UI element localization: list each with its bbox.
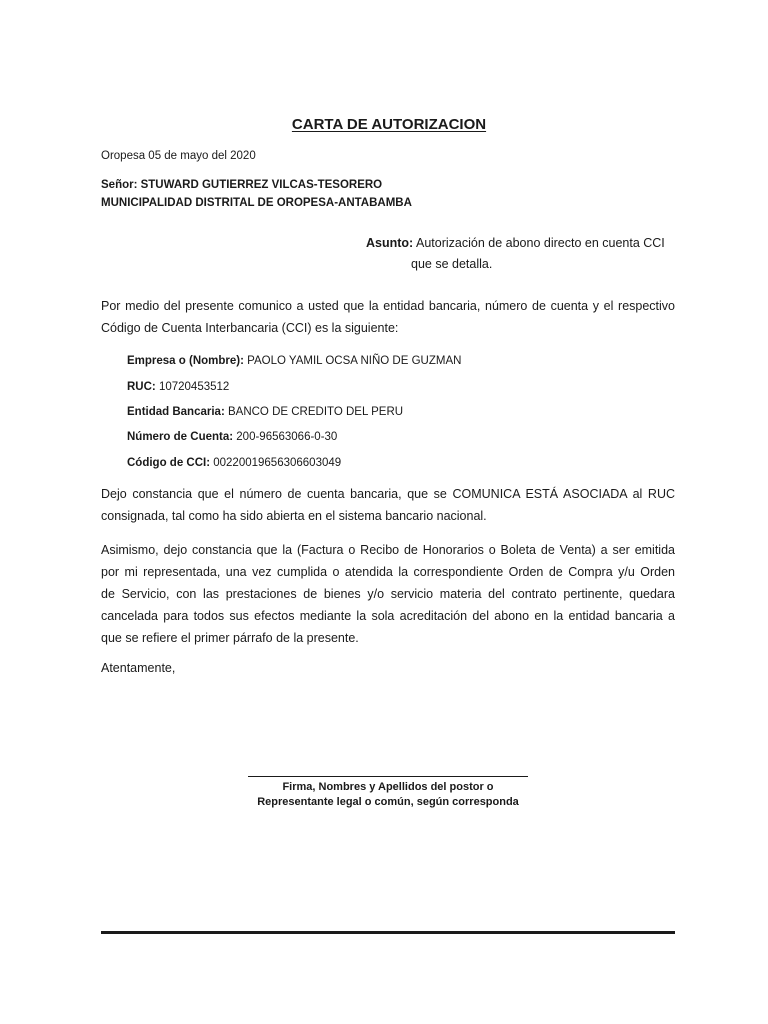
closing: Atentamente, [101, 661, 176, 675]
addressee-line-1: Señor: STUWARD GUTIERREZ VILCAS-TESORERO [101, 179, 383, 191]
constancia-paragraph [101, 483, 675, 527]
field-value: PAOLO YAMIL OCSA NIÑO DE GUZMAN [247, 355, 462, 367]
field-entidad-bancaria [127, 406, 403, 418]
field-label: Entidad Bancaria: [127, 406, 225, 418]
intro-line: Código de Cuenta Interbancaria (CCI) es la siguiente: [101, 321, 399, 335]
signature-line [248, 776, 528, 777]
field-label: Número de Cuenta: [127, 431, 234, 443]
asimismo-line: Asimismo, dejo constancia que la (Factura o Recibo de Honorarios o Boleta de Venta) a ser emitida [101, 543, 675, 557]
field-value: 00220019656306603049 [213, 457, 342, 469]
asimismo-line: de Servicio, con las prestaciones de bienes y/o servicio materia del contrato pertinente, quedara [101, 587, 675, 601]
letter-title: CARTA DE AUTORIZACION [291, 116, 487, 133]
field-cci [127, 457, 341, 469]
field-empresa [127, 355, 461, 367]
field-value: 200-96563066-0-30 [236, 431, 338, 443]
footer-rule [101, 931, 675, 934]
field-label: Empresa o (Nombre): [127, 355, 244, 367]
constancia-line: consignada, tal como ha sido abierta en el sistema bancario nacional. [101, 509, 487, 523]
asimismo-line: cancelada para todos sus efectos mediante la sola acreditación del abono en la entidad bancaria a [101, 609, 675, 623]
field-value: BANCO DE CREDITO DEL PERU [227, 406, 404, 418]
signature-caption-line-2: Representante legal o común, según corresponda [257, 796, 519, 808]
subject-line-1 [366, 236, 665, 250]
field-label: RUC: [127, 381, 156, 393]
subject-label: Asunto: [366, 236, 414, 250]
intro-paragraph [101, 295, 675, 339]
field-numero-cuenta [127, 431, 337, 443]
subject-text: Autorización de abono directo en cuenta CCI [416, 236, 665, 250]
addressee-line-2: MUNICIPALIDAD DISTRITAL DE OROPESA-ANTABAMBA [101, 197, 412, 209]
field-label: Código de CCI: [127, 457, 211, 469]
signature-caption-line-1: Firma, Nombres y Apellidos del postor o [282, 781, 494, 793]
field-ruc [127, 381, 229, 393]
field-value: 10720453512 [158, 381, 230, 393]
asimismo-line: por mi representada, una vez cumplida o atendida la correspondiente Orden de Compra y/u Orden [101, 565, 675, 579]
constancia-line: Dejo constancia que el número de cuenta bancaria, que se COMUNICA ESTÁ ASOCIADA al RUC [101, 487, 675, 501]
asimismo-line: que se refiere el primer párrafo de la presente. [101, 631, 359, 645]
subject-line-2: que se detalla. [411, 257, 493, 271]
intro-line: Por medio del presente comunico a usted que la entidad bancaria, número de cuenta y el respectivo [101, 299, 675, 313]
asimismo-paragraph [101, 539, 675, 649]
letter-date: Oropesa 05 de mayo del 2020 [101, 150, 256, 162]
